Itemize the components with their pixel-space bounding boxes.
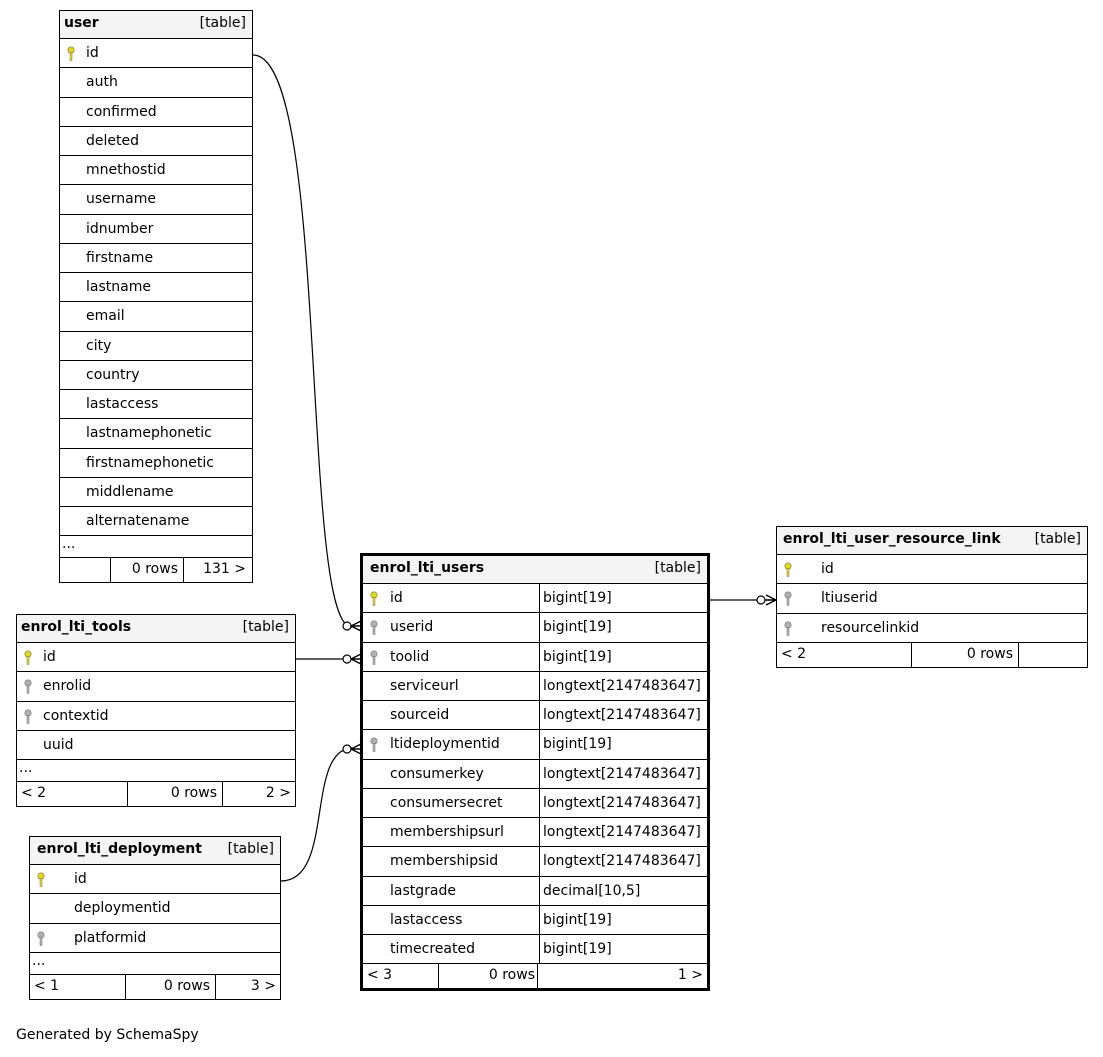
primary-key-icon — [66, 46, 76, 62]
table-row[interactable] — [363, 906, 707, 935]
more-columns-ellipsis: ... — [30, 953, 280, 975]
column-name: confirmed — [86, 103, 157, 120]
column-name: ltideploymentid — [390, 736, 500, 753]
column-type: bigint[19] — [543, 619, 612, 636]
table-name: user — [64, 15, 99, 31]
footer-rows: 0 rows — [488, 967, 535, 984]
column-type: longtext[2147483647] — [543, 707, 701, 723]
footer-left: < 2 — [781, 645, 807, 662]
table-header — [30, 837, 280, 865]
table-row[interactable] — [17, 643, 295, 672]
table-enrol-lti-tools[interactable] — [16, 614, 296, 807]
column-type: longtext[2147483647] — [543, 853, 701, 870]
table-row[interactable] — [777, 555, 1087, 584]
table-row[interactable] — [363, 877, 707, 906]
column-name: idnumber — [86, 220, 154, 237]
foreign-key-icon — [783, 591, 793, 607]
table-footer — [777, 643, 1087, 667]
table-row[interactable] — [363, 818, 707, 847]
column-type: bigint[19] — [543, 736, 612, 753]
table-kind: [table] — [1034, 531, 1081, 547]
table-enrol-lti-user-resource-link[interactable] — [776, 526, 1088, 668]
edge-end-circle — [343, 655, 351, 663]
edge-user-to-users — [253, 55, 352, 627]
column-type: bigint[19] — [543, 911, 612, 928]
column-name: id — [821, 561, 834, 577]
column-name: lastaccess — [390, 911, 463, 928]
column-name: lastname — [86, 279, 151, 295]
table-row[interactable] — [17, 702, 295, 731]
column-name: auth — [86, 74, 118, 91]
table-enrol-lti-users[interactable] — [360, 553, 710, 991]
column-name: resourcelinkid — [821, 619, 920, 636]
table-row[interactable] — [363, 730, 707, 759]
crowfoot-icon — [766, 595, 776, 605]
foreign-key-icon — [36, 931, 46, 947]
column-name: lastaccess — [86, 396, 159, 412]
table-kind: [table] — [654, 560, 701, 576]
column-type: longtext[2147483647] — [543, 824, 701, 840]
column-name: membershipsurl — [390, 824, 504, 840]
column-name: alternatename — [86, 513, 190, 529]
column-name: id — [43, 649, 56, 665]
column-name: consumerkey — [390, 765, 484, 782]
column-name: platformid — [74, 929, 147, 946]
column-name: city — [86, 337, 112, 354]
table-row[interactable] — [363, 760, 707, 789]
table-row[interactable] — [363, 789, 707, 818]
edge-end-circle — [757, 596, 765, 604]
more-columns-ellipsis: ... — [60, 536, 252, 558]
column-name: serviceurl — [390, 677, 459, 694]
column-name: consumersecret — [390, 794, 503, 811]
column-name: firstname — [86, 249, 154, 266]
footer-rows: 0 rows — [966, 645, 1013, 662]
table-row[interactable] — [60, 332, 252, 361]
table-name: enrol_lti_user_resource_link — [783, 531, 1001, 547]
table-row[interactable] — [60, 302, 252, 331]
table-row[interactable] — [60, 156, 252, 185]
table-row[interactable] — [17, 731, 295, 760]
table-row[interactable] — [363, 672, 707, 701]
edge-end-circle — [343, 745, 351, 753]
table-row[interactable] — [363, 701, 707, 730]
footer-left: < 3 — [367, 967, 393, 984]
column-name: country — [86, 366, 140, 383]
table-row[interactable] — [60, 361, 252, 390]
table-row[interactable] — [777, 614, 1087, 643]
table-row[interactable] — [363, 613, 707, 642]
column-type: longtext[2147483647] — [543, 677, 701, 694]
primary-key-icon — [369, 591, 379, 607]
table-row[interactable] — [363, 584, 707, 613]
table-row[interactable] — [30, 894, 280, 923]
table-header — [363, 556, 707, 584]
table-row[interactable] — [30, 865, 280, 894]
foreign-key-icon — [369, 620, 379, 636]
table-kind: [table] — [199, 15, 246, 31]
column-type: bigint[19] — [543, 941, 612, 957]
table-name: enrol_lti_deployment — [37, 841, 202, 857]
table-row[interactable] — [777, 584, 1087, 613]
table-row[interactable] — [60, 127, 252, 156]
column-name: deploymentid — [74, 900, 171, 917]
column-name: email — [86, 308, 125, 325]
table-name: enrol_lti_tools — [21, 619, 132, 635]
table-user[interactable] — [59, 10, 253, 583]
footer-rows: 0 rows — [131, 561, 178, 578]
table-kind: [table] — [227, 841, 274, 857]
foreign-key-icon — [783, 621, 793, 637]
foreign-key-icon — [369, 737, 379, 753]
table-row[interactable] — [60, 449, 252, 478]
footer-left: < 2 — [21, 785, 47, 801]
table-header — [60, 11, 252, 39]
table-row[interactable] — [30, 924, 280, 953]
column-name: sourceid — [390, 707, 450, 723]
column-type: decimal[10,5] — [543, 882, 641, 899]
table-row[interactable] — [60, 478, 252, 507]
table-enrol-lti-deployment[interactable] — [29, 836, 281, 1000]
column-type: bigint[19] — [543, 648, 612, 665]
footer-right: 131 > — [203, 561, 246, 578]
footer-right: 1 > — [677, 967, 703, 984]
edge-end-circle — [343, 622, 351, 630]
column-name: id — [74, 871, 87, 887]
column-name: id — [390, 590, 403, 606]
column-name: toolid — [390, 648, 430, 665]
column-name: contextid — [43, 707, 109, 724]
table-row[interactable] — [60, 244, 252, 273]
table-footer — [363, 964, 707, 988]
column-name: membershipsid — [390, 853, 499, 870]
column-name: lastgrade — [390, 882, 456, 899]
footer-rows: 0 rows — [163, 977, 210, 994]
column-name: uuid — [43, 736, 74, 753]
table-row[interactable] — [363, 935, 707, 964]
table-row[interactable] — [60, 185, 252, 214]
table-footer — [30, 975, 280, 999]
table-header — [777, 527, 1087, 555]
footer-left: < 1 — [34, 977, 60, 994]
foreign-key-icon — [23, 679, 33, 695]
table-kind: [table] — [242, 619, 289, 635]
column-name: ltiuserid — [821, 590, 878, 607]
column-name: userid — [390, 619, 434, 636]
table-row[interactable] — [60, 390, 252, 419]
column-type: longtext[2147483647] — [543, 765, 701, 782]
table-row[interactable] — [17, 672, 295, 701]
generated-by-caption: Generated by SchemaSpy — [16, 1027, 199, 1043]
table-row[interactable] — [60, 98, 252, 127]
table-row[interactable] — [60, 273, 252, 302]
table-row[interactable] — [60, 507, 252, 536]
footer-right: 2 > — [265, 785, 291, 801]
footer-rows: 0 rows — [170, 785, 217, 801]
column-name: deleted — [86, 132, 139, 149]
table-row[interactable] — [60, 419, 252, 448]
table-row[interactable] — [363, 847, 707, 876]
primary-key-icon — [23, 650, 33, 666]
column-name: username — [86, 191, 156, 208]
foreign-key-icon — [23, 709, 33, 725]
column-type: bigint[19] — [543, 590, 612, 606]
table-row[interactable] — [60, 39, 252, 68]
footer-right: 3 > — [250, 977, 276, 994]
column-name: id — [86, 45, 99, 61]
column-name: lastnamephonetic — [86, 425, 212, 442]
table-row[interactable] — [363, 643, 707, 672]
column-type: longtext[2147483647] — [543, 794, 701, 811]
primary-key-icon — [783, 562, 793, 578]
foreign-key-icon — [369, 650, 379, 666]
primary-key-icon — [36, 872, 46, 888]
column-name: mnethostid — [86, 162, 166, 178]
table-name: enrol_lti_users — [370, 560, 485, 576]
table-footer — [60, 558, 252, 582]
table-header — [17, 615, 295, 643]
column-name: firstnamephonetic — [86, 454, 214, 471]
column-name: timecreated — [390, 941, 475, 957]
table-footer — [17, 782, 295, 806]
column-name: enrolid — [43, 678, 92, 695]
more-columns-ellipsis: ... — [17, 760, 295, 782]
table-row[interactable] — [60, 68, 252, 97]
table-row[interactable] — [60, 215, 252, 244]
column-name: middlename — [86, 483, 174, 500]
